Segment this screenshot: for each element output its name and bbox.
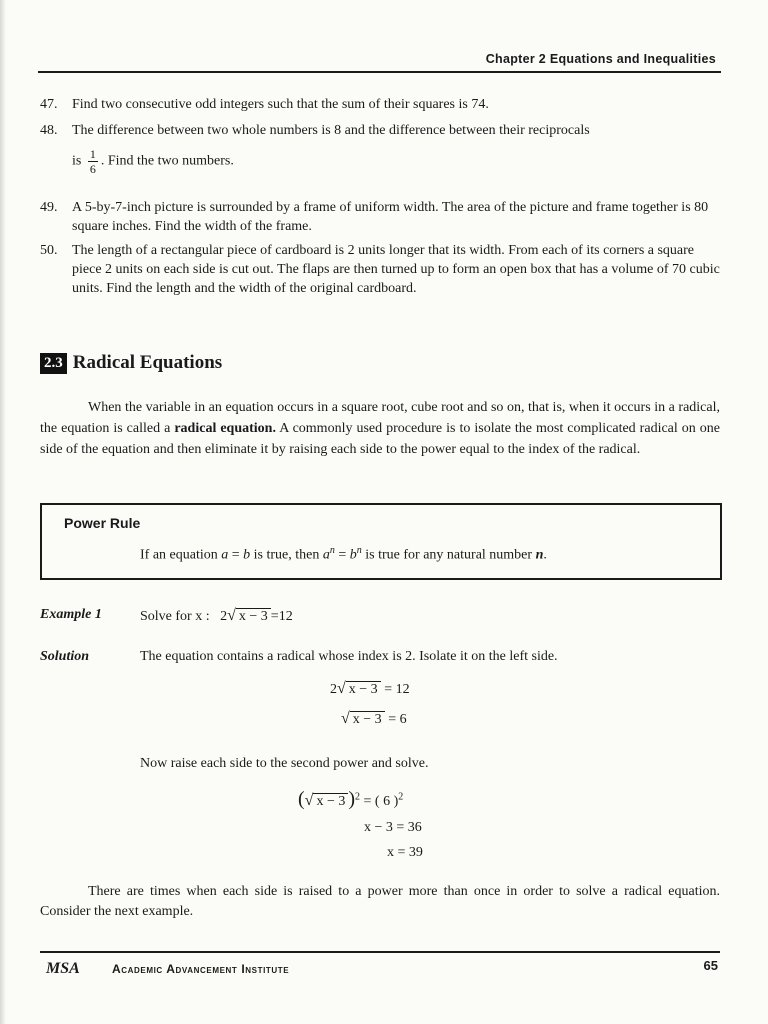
chapter-header: Chapter 2 Equations and Inequalities — [485, 52, 716, 66]
power-rule-title: Power Rule — [64, 515, 141, 531]
power-rule-text: If an equation a = b is true, then $a^n = b^n$ is true for any natural number n. — [140, 545, 547, 563]
section-heading — [40, 352, 222, 374]
power-rule-box — [40, 503, 722, 580]
closing-paragraph: There are times when each side is raised to a power more than once in order to solve a radical equation. Consider the next example. — [40, 884, 720, 919]
solution-label: Solution — [40, 649, 90, 664]
example-prompt: Solve for x : 2√ x − 3 =12 — [140, 607, 293, 624]
solution-step-4: x − 3 = 36 — [364, 820, 422, 835]
footer-institute-name: Academic Advancement Institute — [112, 962, 290, 976]
section-intro: When the variable in an equation occurs in a square root, cube root and so on, that is, when it occurs in a radical, the equation is called a radical equation. A commonly used procedure is to isolate the most complicated radical on one side of the equation and then eliminate it by raising each side to the power equal to the index of the radical. — [40, 400, 721, 457]
term-radical-equation: radical equation. — [174, 421, 276, 436]
example-label: Example 1 — [40, 607, 102, 622]
footer-rule — [40, 951, 720, 953]
fraction: $\frac{1}{6}$ — [89, 147, 96, 176]
problem-text: The difference between two whole numbers is 8 and the difference between their reciprocals — [72, 123, 590, 138]
problem-50 — [40, 241, 720, 298]
header-rule — [38, 71, 721, 73]
solution-step-3: (√ x − 3 )$^2$ = ( 6 )$^2$ — [298, 788, 404, 810]
problem-text: The length of a rectangular piece of cardboard is 2 units longer that its width. From each of its corners a square piece 2 units on each side is cut out. The flaps are then turned up to form an open box that has a volume of 70 cubic units. Find the length and the width of the original cardboard. — [72, 243, 720, 296]
solution-step-2: √ x − 3 = 6 — [341, 710, 407, 727]
problem-47 — [40, 95, 720, 114]
page-edge-shadow — [0, 0, 6, 1024]
msa-logo: MSA — [46, 960, 80, 977]
problem-number: 48. — [40, 123, 58, 138]
problem-text: A 5-by-7-inch picture is surrounded by a frame of uniform width. The area of the picture and frame together is 80 square inches. Find the width of the frame. — [72, 200, 709, 234]
problem-text-line2: is $\frac{1}{6}$ . Find the two numbers. — [72, 147, 234, 176]
problem-49 — [40, 198, 720, 236]
problem-number: 50. — [40, 243, 58, 258]
page-number: 65 — [703, 958, 718, 973]
solution-step-1: 2√ x − 3 = 12 — [330, 680, 410, 697]
problem-text: Find two consecutive odd integers such that the sum of their squares is 74. — [72, 97, 489, 112]
problem-number: 49. — [40, 200, 58, 215]
problem-number: 47. — [40, 97, 58, 112]
problem-48 — [40, 121, 720, 175]
section-number-badge: 2.3 — [40, 353, 67, 374]
solution-text: The equation contains a radical whose index is 2. Isolate it on the left side. — [140, 649, 558, 664]
raise-instruction: Now raise each side to the second power and solve. — [140, 756, 429, 771]
section-title: Radical Equations — [72, 352, 223, 373]
solution-step-5: x = 39 — [387, 845, 423, 860]
